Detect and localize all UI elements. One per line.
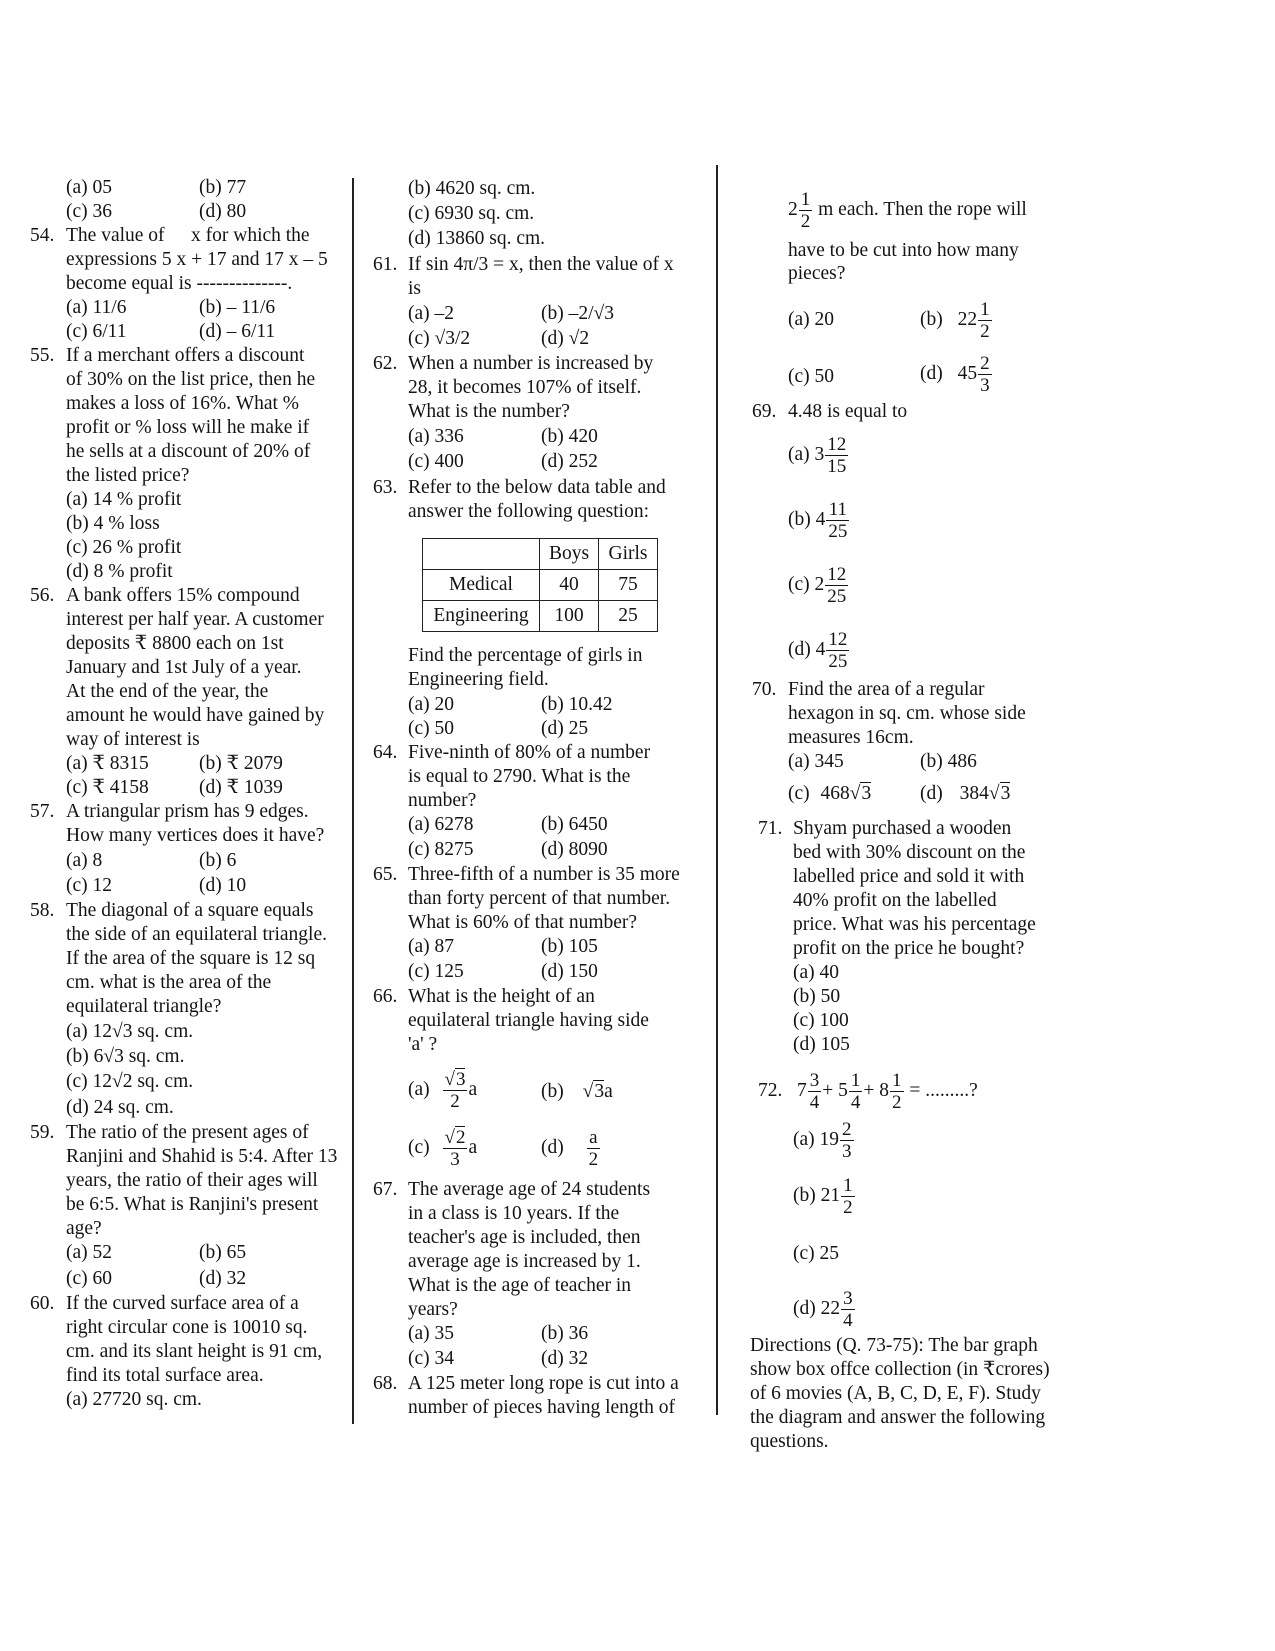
q59-option-b: (b) 65 [199, 1242, 247, 1263]
q69-number: 69. [752, 401, 777, 422]
mixed-whole: 21 [820, 1185, 841, 1206]
q56-text-line: interest per half year. A customer [66, 609, 324, 630]
denominator: 2 [588, 1149, 599, 1171]
q59-text-line: The ratio of the present ages of [66, 1122, 309, 1143]
numerator: 1 [850, 1070, 861, 1092]
q55-text-line: profit or % loss will he make if [66, 417, 310, 438]
q56-number: 56. [30, 585, 55, 606]
q65-text-line: What is 60% of that number? [408, 912, 638, 933]
q71-text-line: profit on the price he bought? [793, 938, 1025, 959]
q56-text-line: amount he would have gained by [66, 705, 325, 726]
q71-text-line: price. What was his percentage [793, 914, 1036, 935]
q65-text-line: than forty percent of that number. [408, 888, 671, 909]
radicand: 3 [861, 783, 872, 804]
mixed-whole: 7 [797, 1080, 807, 1101]
q67-option-c: (c) 34 [408, 1348, 455, 1369]
option-label: (c) [788, 574, 810, 595]
table-row [423, 570, 658, 601]
q60-text-line: find its total surface area. [66, 1365, 264, 1386]
q72-option-b [793, 1172, 856, 1220]
q58-option-a: (a) 12√3 sq. cm. [66, 1021, 194, 1042]
q63-option-b: (b) 10.42 [541, 694, 613, 715]
q68-text-line: A 125 meter long rope is cut into a [408, 1373, 679, 1394]
numerator: 2 [842, 1119, 852, 1141]
mixed-whole: 3 [814, 444, 825, 465]
q56-text-line: deposits ₹ 8800 each on 1st [66, 633, 284, 654]
q60-text-line: If the curved surface area of a [66, 1293, 299, 1314]
option-label: (a) [788, 444, 810, 465]
q58-option-d: (d) 24 sq. cm. [66, 1097, 174, 1118]
q53-option-c: (c) 36 [66, 201, 113, 222]
q67-option-a: (a) 35 [408, 1323, 455, 1344]
table-cell: Medical [423, 570, 540, 601]
directions-text-line: the diagram and answer the following [750, 1407, 1046, 1428]
q71-text-line: 40% profit on the labelled [793, 890, 997, 911]
q66-option-d [541, 1124, 601, 1172]
q71-text-line: labelled price and sold it with [793, 866, 1025, 887]
q60-option-d: (d) 13860 sq. cm. [408, 228, 546, 249]
q61-option-a: (a) –2 [408, 303, 455, 324]
q62-text-line: 28, it becomes 107% of itself. [408, 377, 642, 398]
q68-option-c: (c) 50 [788, 366, 835, 387]
option-label: (c) [408, 1137, 430, 1158]
denominator: 2 [450, 1091, 460, 1113]
q64-text-line: is equal to 2790. What is the [408, 766, 631, 787]
denominator: 2 [843, 1197, 853, 1219]
fraction [825, 564, 848, 607]
plus-sign: + [822, 1080, 834, 1101]
q58-option-b: (b) 6√3 sq. cm. [66, 1046, 185, 1067]
variable: a [468, 1137, 478, 1158]
q64-option-b: (b) 6450 [541, 814, 608, 835]
column-divider-left [352, 178, 354, 1424]
q65-option-d: (d) 150 [541, 961, 598, 982]
q59-number: 59. [30, 1122, 55, 1143]
numerator: 1 [800, 189, 811, 211]
denominator: 4 [843, 1310, 853, 1332]
q56-option-d: (d) ₹ 1039 [199, 777, 283, 798]
q58-option-c: (c) 12√2 sq. cm. [66, 1071, 194, 1092]
q70-option-a: (a) 345 [788, 751, 844, 772]
fraction [841, 1288, 855, 1331]
q58-text-line: If the area of the square is 12 sq [66, 948, 316, 969]
q66-text-line: What is the height of an [408, 986, 595, 1007]
q60-option-c: (c) 6930 sq. cm. [408, 203, 535, 224]
q53-option-b: (b) 77 [199, 177, 247, 198]
q58-text-line: cm. what is the area of the [66, 972, 272, 993]
numerator: 1 [980, 299, 990, 321]
q65-option-c: (c) 125 [408, 961, 464, 982]
q61-option-d: (d) √2 [541, 328, 590, 349]
table-cell: 25 [599, 601, 658, 632]
q56-option-c: (c) ₹ 4158 [66, 777, 149, 798]
fraction: $\frac{√3}{2}$ [444, 1069, 466, 1113]
q71-option-d: (d) 105 [793, 1034, 850, 1055]
fraction [826, 629, 849, 672]
q62-number: 62. [373, 353, 398, 374]
q68-text-line [788, 186, 1027, 234]
denominator: 15 [827, 456, 847, 478]
q60-option-b: (b) 4620 sq. cm. [408, 178, 536, 199]
denominator: 4 [809, 1092, 820, 1114]
text: m each. Then the rope will [813, 199, 1027, 220]
numerator: 2 [980, 353, 990, 375]
q68-text-line: have to be cut into how many [788, 240, 1019, 261]
fraction [890, 1070, 904, 1113]
q62-text-line: What is the number? [408, 401, 570, 422]
variable: a [468, 1079, 478, 1100]
q63-option-d: (d) 25 [541, 718, 589, 739]
radicand: 3 [594, 1081, 605, 1102]
q68-option-a: (a) 20 [788, 309, 835, 330]
q61-option-b: (b) –2/√3 [541, 303, 614, 324]
directions-text-line: show box offce collection (in ₹crores) [750, 1359, 1050, 1380]
q69-text-line: 4.48 is equal to [788, 401, 908, 422]
q63-option-a: (a) 20 [408, 694, 455, 715]
q64-text-line: number? [408, 790, 477, 811]
option-label: (a) [408, 1079, 430, 1100]
denominator: 2 [892, 1092, 902, 1114]
q66-text-line: equilateral triangle having side [408, 1010, 649, 1031]
radicand: 3 [455, 1069, 466, 1091]
q68-number: 68. [373, 1373, 398, 1394]
q58-number: 58. [30, 900, 55, 921]
numerator: 1 [843, 1175, 853, 1197]
denominator: 2 [980, 321, 990, 343]
option-label: (c) [788, 783, 810, 804]
option-label: (a) [793, 1129, 815, 1150]
q62-text-line: When a number is increased by [408, 353, 654, 374]
q66-number: 66. [373, 986, 398, 1007]
q57-number: 57. [30, 801, 55, 822]
fraction [849, 1070, 863, 1113]
q60-option-a: (a) 27720 sq. cm. [66, 1389, 202, 1410]
fraction [841, 1175, 855, 1218]
q54-option-b: (b) – 11/6 [199, 297, 276, 318]
option-label: (b) [541, 1081, 564, 1102]
option-label: (d) [788, 639, 811, 660]
q72-number: 72. [758, 1080, 783, 1101]
table-cell: 75 [599, 570, 658, 601]
q57-option-d: (d) 10 [199, 875, 247, 896]
q63-text-line: Find the percentage of girls in [408, 645, 643, 666]
q59-option-d: (d) 32 [199, 1268, 247, 1289]
option-label: (c) [793, 1243, 815, 1264]
expression-tail: = .........? [904, 1080, 978, 1101]
option-value: 25 [819, 1243, 840, 1264]
q61-text-line: is [408, 278, 422, 299]
q54-text-line: expressions 5 x + 17 and 17 x – 5 [66, 249, 328, 270]
fraction: $\frac{√2}{3}$ [444, 1127, 466, 1171]
q63-text-line: answer the following question: [408, 501, 649, 522]
fraction [978, 353, 992, 396]
q62-option-b: (b) 420 [541, 426, 598, 447]
q66-option-a [408, 1066, 477, 1114]
q71-option-c: (c) 100 [793, 1010, 849, 1031]
q55-text-line: the listed price? [66, 465, 190, 486]
q69-option-d [788, 626, 850, 674]
q62-option-c: (c) 400 [408, 451, 464, 472]
q65-option-b: (b) 105 [541, 936, 598, 957]
q58-text-line: the side of an equilateral triangle. [66, 924, 327, 945]
q69-option-c [788, 561, 849, 609]
denominator: 4 [850, 1092, 861, 1114]
q71-text-line: bed with 30% discount on the [793, 842, 1026, 863]
q67-text-line: The average age of 24 students [408, 1179, 651, 1200]
q66-text-line: 'a' ? [408, 1034, 438, 1055]
denominator: 25 [828, 521, 848, 543]
value: 384 [959, 783, 989, 804]
q56-option-a: (a) ₹ 8315 [66, 753, 149, 774]
q60-text-line: right circular cone is 10010 sq. [66, 1317, 308, 1338]
table-cell: 40 [540, 570, 599, 601]
q64-option-a: (a) 6278 [408, 814, 474, 835]
q55-number: 55. [30, 345, 55, 366]
q55-text-line: of 30% on the list price, then he [66, 369, 316, 390]
directions-text-line: Directions (Q. 73-75): The bar graph [750, 1335, 1038, 1356]
mixed-whole: 5 [838, 1080, 848, 1101]
q59-option-c: (c) 60 [66, 1268, 113, 1289]
mixed-whole: 22 [820, 1298, 841, 1319]
q53-option-d: (d) 80 [199, 201, 247, 222]
q59-text-line: be 6:5. What is Ranjini's present [66, 1194, 319, 1215]
directions-text-line: of 6 movies (A, B, C, D, E, F). Study [750, 1383, 1041, 1404]
q65-text-line: Three-fifth of a number is 35 more [408, 864, 680, 885]
q61-number: 61. [373, 254, 398, 275]
mixed-whole: 2 [788, 199, 798, 220]
q54-text-line: The value of [66, 225, 165, 246]
q69-option-a [788, 431, 849, 479]
table-header-cell: Boys [540, 539, 599, 570]
radicand: 2 [455, 1127, 466, 1149]
q61-text-line: If sin 4π/3 = x, then the value of x [408, 254, 674, 275]
q67-option-d: (d) 32 [541, 1348, 589, 1369]
q70-text-line: measures 16cm. [788, 727, 914, 748]
q72-expression [797, 1067, 978, 1115]
q70-option-b: (b) 486 [920, 751, 977, 772]
q66-option-b: (b) √3a [541, 1081, 613, 1102]
value: 468 [820, 783, 850, 804]
q68-text-line: number of pieces having length of [408, 1397, 675, 1418]
q56-text-line: way of interest is [66, 729, 200, 750]
option-label: (d) [920, 783, 943, 804]
q57-text-line: How many vertices does it have? [66, 825, 325, 846]
q59-text-line: years, the ratio of their ages will [66, 1170, 318, 1191]
table-row [423, 601, 658, 632]
table-cell [423, 539, 540, 570]
q70-number: 70. [752, 679, 777, 700]
q59-option-a: (a) 52 [66, 1242, 113, 1263]
fraction [808, 1070, 822, 1113]
denominator: 3 [980, 375, 990, 397]
option-label: (b) [920, 309, 943, 330]
q64-option-c: (c) 8275 [408, 839, 474, 860]
q63-option-c: (c) 50 [408, 718, 455, 739]
q65-number: 65. [373, 864, 398, 885]
fraction [826, 499, 849, 542]
fraction [825, 434, 848, 477]
q62-option-d: (d) 252 [541, 451, 598, 472]
q72-option-a [793, 1116, 855, 1164]
q67-text-line: teacher's age is included, then [408, 1227, 641, 1248]
q55-text-line: he sells at a discount of 20% of [66, 441, 311, 462]
q64-text-line: Five-ninth of 80% of a number [408, 742, 651, 763]
q69-option-b [788, 496, 850, 544]
q54-option-c: (c) 6/11 [66, 321, 127, 342]
radicand: 3 [1000, 783, 1011, 804]
q71-number: 71. [758, 818, 783, 839]
option-label: (d) [793, 1298, 816, 1319]
q54-option-d: (d) – 6/11 [199, 321, 276, 342]
q61-option-c: (c) √3/2 [408, 328, 471, 349]
q60-text-line: cm. and its slant height is 91 cm, [66, 1341, 323, 1362]
fraction [587, 1127, 601, 1170]
q70-text-line: hexagon in sq. cm. whose side [788, 703, 1026, 724]
q67-number: 67. [373, 1179, 398, 1200]
q56-text-line: January and 1st July of a year. [66, 657, 302, 678]
q55-text-line: If a merchant offers a discount [66, 345, 305, 366]
q54-text-line: become equal is --------------. [66, 273, 293, 294]
q54-number: 54. [30, 225, 55, 246]
denominator: 25 [827, 586, 847, 608]
q70-option-d: (d) 384√3 [920, 783, 1011, 804]
table-header-row [423, 539, 658, 570]
q59-text-line: Ranjini and Shahid is 5:4. After 13 [66, 1146, 338, 1167]
numerator: 12 [828, 629, 848, 651]
q71-option-a: (a) 40 [793, 962, 840, 983]
q56-text-line: At the end of the year, the [66, 681, 269, 702]
q55-option-b: (b) 4 % loss [66, 513, 160, 534]
q67-text-line: average age is increased by 1. [408, 1251, 641, 1272]
mixed-whole: 4 [815, 509, 826, 530]
q58-text-line: The diagonal of a square equals [66, 900, 314, 921]
q59-text-line: age? [66, 1218, 102, 1239]
option-label: (d) [920, 363, 943, 384]
option-label: (b) [788, 509, 811, 530]
q68-option-d [920, 350, 993, 398]
mixed-whole: 8 [879, 1080, 889, 1101]
q67-text-line: What is the age of teacher in [408, 1275, 632, 1296]
option-label: (b) [793, 1185, 816, 1206]
q70-text-line: Find the area of a regular [788, 679, 985, 700]
q56-text-line: A bank offers 15% compound [66, 585, 300, 606]
table-header-cell: Girls [599, 539, 658, 570]
q55-text-line: makes a loss of 16%. What % [66, 393, 300, 414]
q63-text-line: Engineering field. [408, 669, 549, 690]
denominator: 2 [800, 211, 811, 233]
q56-option-b: (b) ₹ 2079 [199, 753, 283, 774]
mixed-whole: 19 [819, 1129, 840, 1150]
numerator: 12 [827, 434, 847, 456]
q66-option-c [408, 1124, 477, 1172]
plus-sign: + [863, 1080, 875, 1101]
numerator: 3 [843, 1288, 853, 1310]
numerator: 1 [892, 1070, 902, 1092]
option-label: (d) [541, 1137, 564, 1158]
q70-option-c: (c) 468√3 [788, 783, 872, 804]
q57-option-a: (a) 8 [66, 850, 103, 871]
q54-option-a: (a) 11/6 [66, 297, 127, 318]
q63-text-line: Refer to the below data table and [408, 477, 666, 498]
directions-text-line: questions. [750, 1431, 829, 1452]
fraction [978, 299, 992, 342]
numerator: 3 [809, 1070, 820, 1092]
data-table [422, 538, 658, 632]
q71-text-line: Shyam purchased a wooden [793, 818, 1012, 839]
numerator: a [587, 1127, 601, 1149]
q67-text-line: in a class is 10 years. If the [408, 1203, 620, 1224]
fraction [799, 189, 813, 232]
numerator: 11 [826, 499, 849, 521]
column-divider-right [716, 165, 718, 1415]
q55-option-d: (d) 8 % profit [66, 561, 173, 582]
fraction [840, 1119, 854, 1162]
q57-text-line: A triangular prism has 9 edges. [66, 801, 309, 822]
variable: a [604, 1081, 613, 1102]
q57-option-b: (b) 6 [199, 850, 237, 871]
mixed-whole: 4 [815, 639, 826, 660]
q71-option-b: (b) 50 [793, 986, 841, 1007]
q68-option-b [920, 296, 993, 344]
table-cell: 100 [540, 601, 599, 632]
q55-option-c: (c) 26 % profit [66, 537, 182, 558]
q72-option-c [793, 1242, 839, 1266]
q63-number: 63. [373, 477, 398, 498]
q64-number: 64. [373, 742, 398, 763]
q53-option-a: (a) 05 [66, 177, 113, 198]
mixed-whole: 2 [814, 574, 825, 595]
mixed-whole: 22 [957, 309, 978, 330]
table-cell: Engineering [423, 601, 540, 632]
denominator: 25 [828, 651, 848, 673]
q67-text-line: years? [408, 1299, 458, 1320]
mixed-whole: 45 [957, 363, 978, 384]
q72-option-d [793, 1285, 856, 1333]
q57-option-c: (c) 12 [66, 875, 113, 896]
q58-text-line: equilateral triangle? [66, 996, 222, 1017]
denominator: 3 [842, 1141, 852, 1163]
denominator: 3 [450, 1149, 460, 1171]
q54-text-line: x for which the [191, 225, 310, 246]
q62-option-a: (a) 336 [408, 426, 464, 447]
q64-option-d: (d) 8090 [541, 839, 608, 860]
q67-option-b: (b) 36 [541, 1323, 589, 1344]
numerator: 12 [827, 564, 847, 586]
q68-text-line: pieces? [788, 263, 846, 284]
q65-option-a: (a) 87 [408, 936, 455, 957]
q60-number: 60. [30, 1293, 55, 1314]
q55-option-a: (a) 14 % profit [66, 489, 182, 510]
